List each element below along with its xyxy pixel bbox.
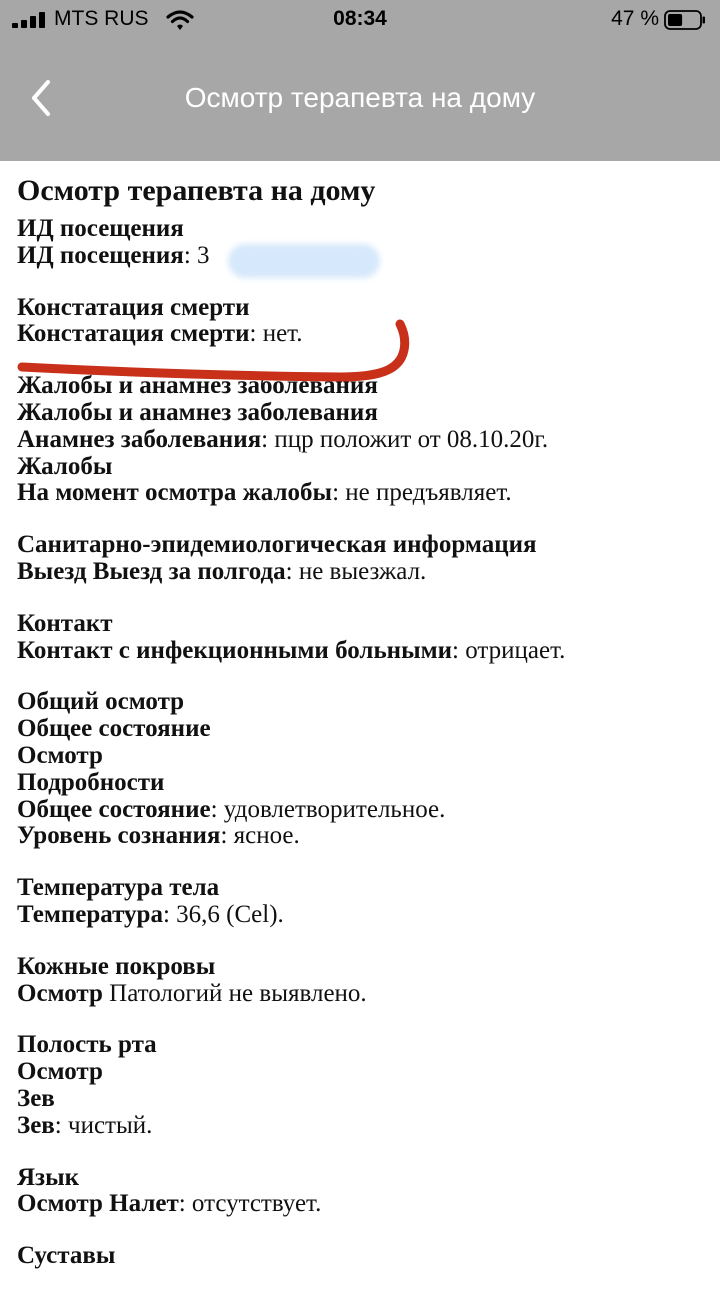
field-label: Жалобы и анамнез заболевания (17, 372, 378, 400)
field-separator: : (210, 795, 218, 823)
field-label: Осмотр (17, 741, 103, 769)
record-line (17, 373, 707, 400)
redaction-blur (228, 244, 380, 278)
document-content (17, 174, 707, 1295)
carrier-name: MTS RUS (54, 7, 149, 30)
field-separator: : (332, 479, 340, 507)
record-line (17, 1113, 707, 1140)
record-line (17, 1032, 707, 1059)
record-line (17, 321, 707, 348)
field-separator: : (452, 636, 459, 664)
field-value: нет. (256, 320, 303, 348)
field-label: Жалобы (17, 452, 113, 480)
field-label: Анамнез заболевания (17, 425, 262, 453)
field-value: удовлетворительное. (217, 795, 446, 823)
record-line (17, 689, 707, 716)
field-label: Констатация смерти (17, 293, 250, 321)
field-label: Подробности (17, 768, 165, 796)
record-line (17, 638, 707, 665)
field-label: Выезд Выезд за полгода (17, 557, 286, 585)
field-value: отрицает. (458, 636, 566, 664)
field-label: Осмотр (17, 979, 103, 1007)
section (17, 1032, 707, 1139)
record-line (17, 1191, 707, 1218)
section (17, 295, 707, 349)
field-value: 36,6 (Cel). (169, 900, 284, 928)
section (17, 532, 707, 586)
record-line (17, 770, 707, 797)
record-line (17, 216, 707, 243)
record-line (17, 480, 707, 507)
field-value: не предъявляет. (339, 479, 512, 507)
field-label: Осмотр Налет (17, 1190, 179, 1218)
record-line (17, 1165, 707, 1192)
section (17, 875, 707, 929)
record-line (17, 427, 707, 454)
record-line (17, 716, 707, 743)
status-time: 08:34 (333, 7, 387, 30)
record-line (17, 454, 707, 481)
section (17, 611, 707, 665)
record-line (17, 532, 707, 559)
field-label: Язык (17, 1163, 80, 1191)
record-line (17, 400, 707, 427)
field-label: Общий осмотр (17, 688, 185, 716)
field-separator: : (261, 425, 269, 453)
field-label: ИД посещения (17, 241, 184, 269)
document-sections (17, 216, 707, 1270)
field-value: ясное. (227, 822, 300, 850)
field-label: Зев (17, 1111, 55, 1139)
record-line (17, 743, 707, 770)
field-label: На момент осмотра жалобы (17, 479, 333, 507)
field-separator: : (220, 822, 228, 850)
field-separator: : (54, 1111, 62, 1139)
record-line (17, 902, 707, 929)
field-label: Контакт (17, 609, 113, 637)
field-value: чистый. (61, 1111, 153, 1139)
section (17, 373, 707, 507)
field-value: отсутствует. (185, 1190, 322, 1218)
record-line (17, 559, 707, 586)
field-separator: : (162, 900, 170, 928)
section (17, 1165, 707, 1219)
field-separator: : (285, 557, 293, 585)
field-label: Суставы (17, 1242, 116, 1270)
record-line (17, 797, 707, 824)
field-separator: : (178, 1190, 186, 1218)
nav-title: Осмотр терапевта на дому (184, 82, 536, 113)
field-label: Температура (17, 900, 163, 928)
field-value: Патологий не выявлено. (102, 979, 367, 1007)
field-label: Общее состояние (17, 715, 211, 743)
field-label: Зев (17, 1084, 55, 1112)
field-value: 3 (190, 241, 210, 269)
section (17, 689, 707, 850)
record-line (17, 1086, 707, 1113)
battery-percent: 47 % (611, 7, 659, 30)
field-label: ИД посещения (17, 215, 184, 242)
field-value: пцр положит от 08.10.20г. (268, 425, 549, 453)
record-line (17, 823, 707, 850)
field-label: Общее состояние (17, 795, 211, 823)
field-label: Жалобы и анамнез заболевания (17, 398, 378, 426)
record-line (17, 875, 707, 902)
field-label: Осмотр (17, 1058, 103, 1086)
record-line (17, 954, 707, 981)
field-label: Полость рта (17, 1031, 157, 1059)
field-label: Контакт с инфекционными больными (17, 636, 453, 664)
record-line (17, 611, 707, 638)
section (17, 1243, 707, 1270)
top-bar (0, 0, 720, 161)
field-separator: : (249, 320, 257, 348)
document-title: Осмотр терапевта на дому (17, 174, 376, 207)
status-bar (0, 0, 720, 40)
field-label: Температура тела (17, 874, 220, 902)
field-value: не выезжал. (292, 557, 427, 585)
record-line (17, 1059, 707, 1086)
record-line (17, 981, 707, 1008)
section (17, 954, 707, 1008)
field-label: Уровень сознания (17, 822, 221, 850)
field-label: Констатация смерти (17, 320, 250, 348)
field-label: Санитарно-эпидемиологическая информация (17, 531, 537, 559)
field-label: Кожные покровы (17, 952, 216, 980)
record-line (17, 295, 707, 322)
record-line (17, 1243, 707, 1270)
field-separator: : (183, 241, 191, 269)
battery-icon (664, 10, 706, 30)
navigation-bar (0, 56, 720, 142)
